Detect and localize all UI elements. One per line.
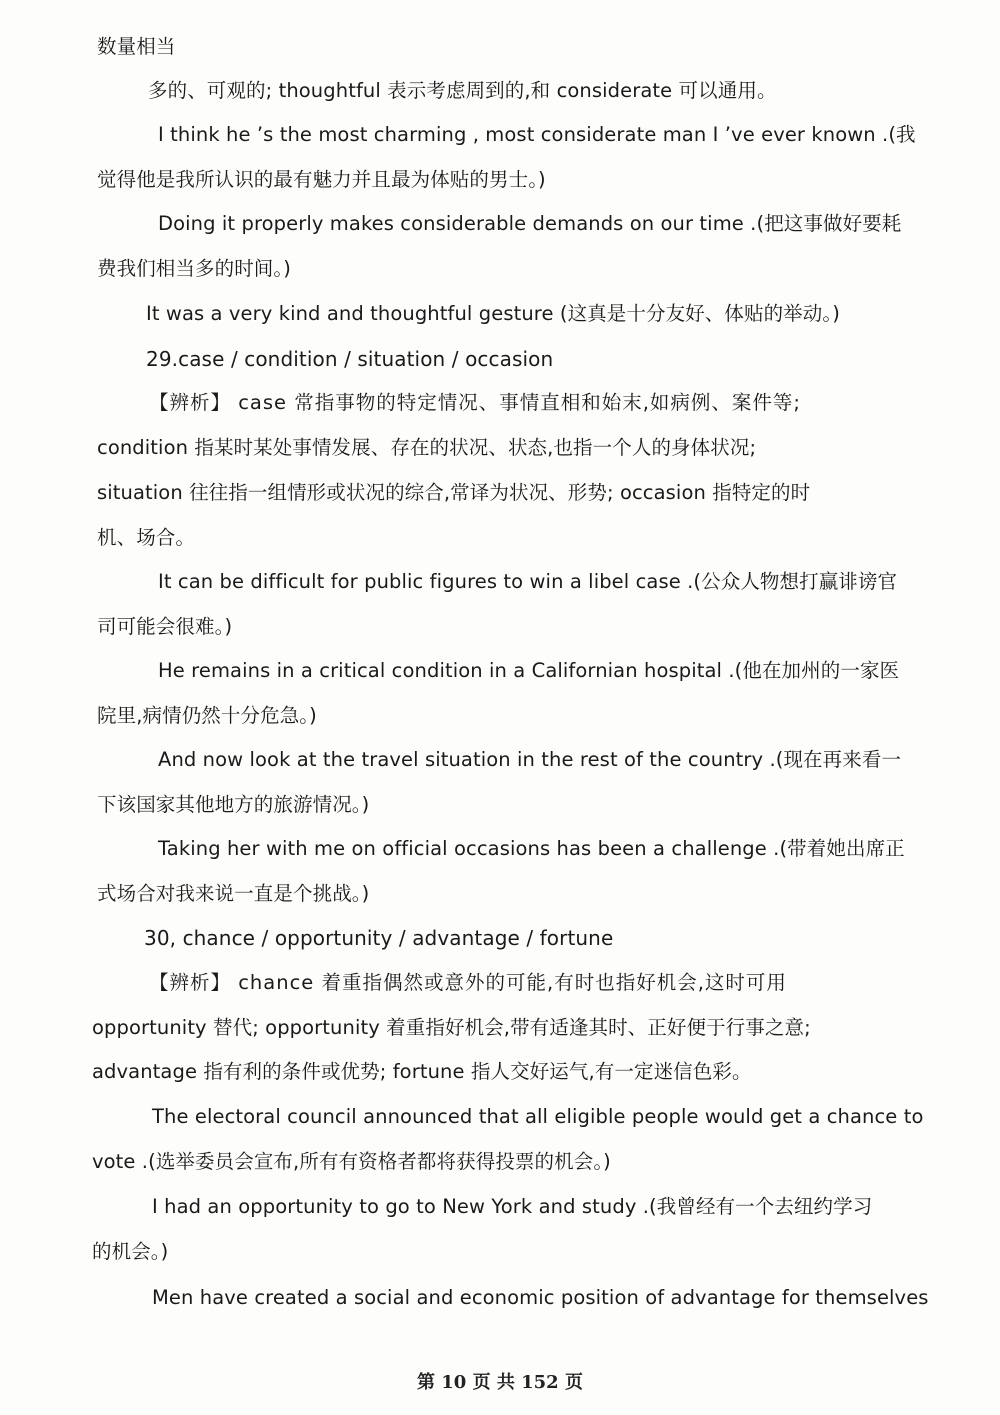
text-line: 【辨析】 chance 着重指偶然或意外的可能,有时也指好机会,这时可用 xyxy=(149,971,787,994)
text-line: opportunity 替代; opportunity 着重指好机会,带有适逢其时、正好便于行事之意; xyxy=(92,1016,811,1039)
text-line: It was a very kind and thoughtful gesture (这真是十分友好、体贴的举动。) xyxy=(146,302,840,325)
text-line: vote .(选举委员会宣布,所有有资格者都将获得投票的机会。) xyxy=(92,1150,611,1173)
text-line: 费我们相当多的时间。) xyxy=(97,257,291,280)
text-line: 机、场合。 xyxy=(97,526,196,549)
text-line: It can be difficult for public figures to win a libel case .(公众人物想打赢诽谤官 xyxy=(158,570,898,593)
text-line: He remains in a critical condition in a Californian hospital .(他在加州的一家医 xyxy=(158,659,900,682)
text-line: 数量相当 xyxy=(97,35,176,58)
text-line: condition 指某时某处事情发展、存在的状况、状态,也指一个人的身体状况; xyxy=(97,436,757,459)
text-line: 的机会。) xyxy=(92,1240,169,1263)
text-line: Doing it properly makes considerable demands on our time .(把这事做好要耗 xyxy=(158,212,902,235)
section-heading: 30, chance / opportunity / advantage / fortune xyxy=(144,926,614,950)
text-line: 下该国家其他地方的旅游情况。) xyxy=(97,793,370,816)
text-line: The electoral council announced that all eligible people would get a chance to xyxy=(152,1105,924,1128)
text-line: 觉得他是我所认识的最有魅力并且最为体贴的男士。) xyxy=(97,168,546,191)
text-line: 【辨析】 case 常指事物的特定情况、事情直相和始末,如病例、案件等; xyxy=(149,391,801,414)
text-line: Taking her with me on official occasions has been a challenge .(带着她出席正 xyxy=(158,837,905,860)
text-line: 多的、可观的; thoughtful 表示考虑周到的,和 considerate 可以通用。 xyxy=(148,79,777,102)
text-line: 式场合对我来说一直是个挑战。) xyxy=(97,882,370,905)
text-line: advantage 指有利的条件或优势; fortune 指人交好运气,有一定迷信色彩。 xyxy=(92,1060,752,1083)
text-line: situation 往往指一组情形或状况的综合,常译为状况、形势; occasion 指特定的时 xyxy=(97,481,811,504)
section-heading: 29.case / condition / situation / occasion xyxy=(146,347,554,371)
text-line: I think he ’s the most charming , most considerate man I ’ve ever known .(我 xyxy=(158,123,916,146)
text-line: 司可能会很难。) xyxy=(97,615,233,638)
text-line: I had an opportunity to go to New York and study .(我曾经有一个去纽约学习 xyxy=(152,1195,873,1218)
text-line: And now look at the travel situation in the rest of the country .(现在再来看一 xyxy=(158,748,902,771)
text-line: Men have created a social and economic position of advantage for themselves xyxy=(152,1286,929,1309)
page-number-footer: 第 10 页 共 152 页 xyxy=(417,1372,583,1393)
text-line: 院里,病情仍然十分危急。) xyxy=(97,704,317,727)
